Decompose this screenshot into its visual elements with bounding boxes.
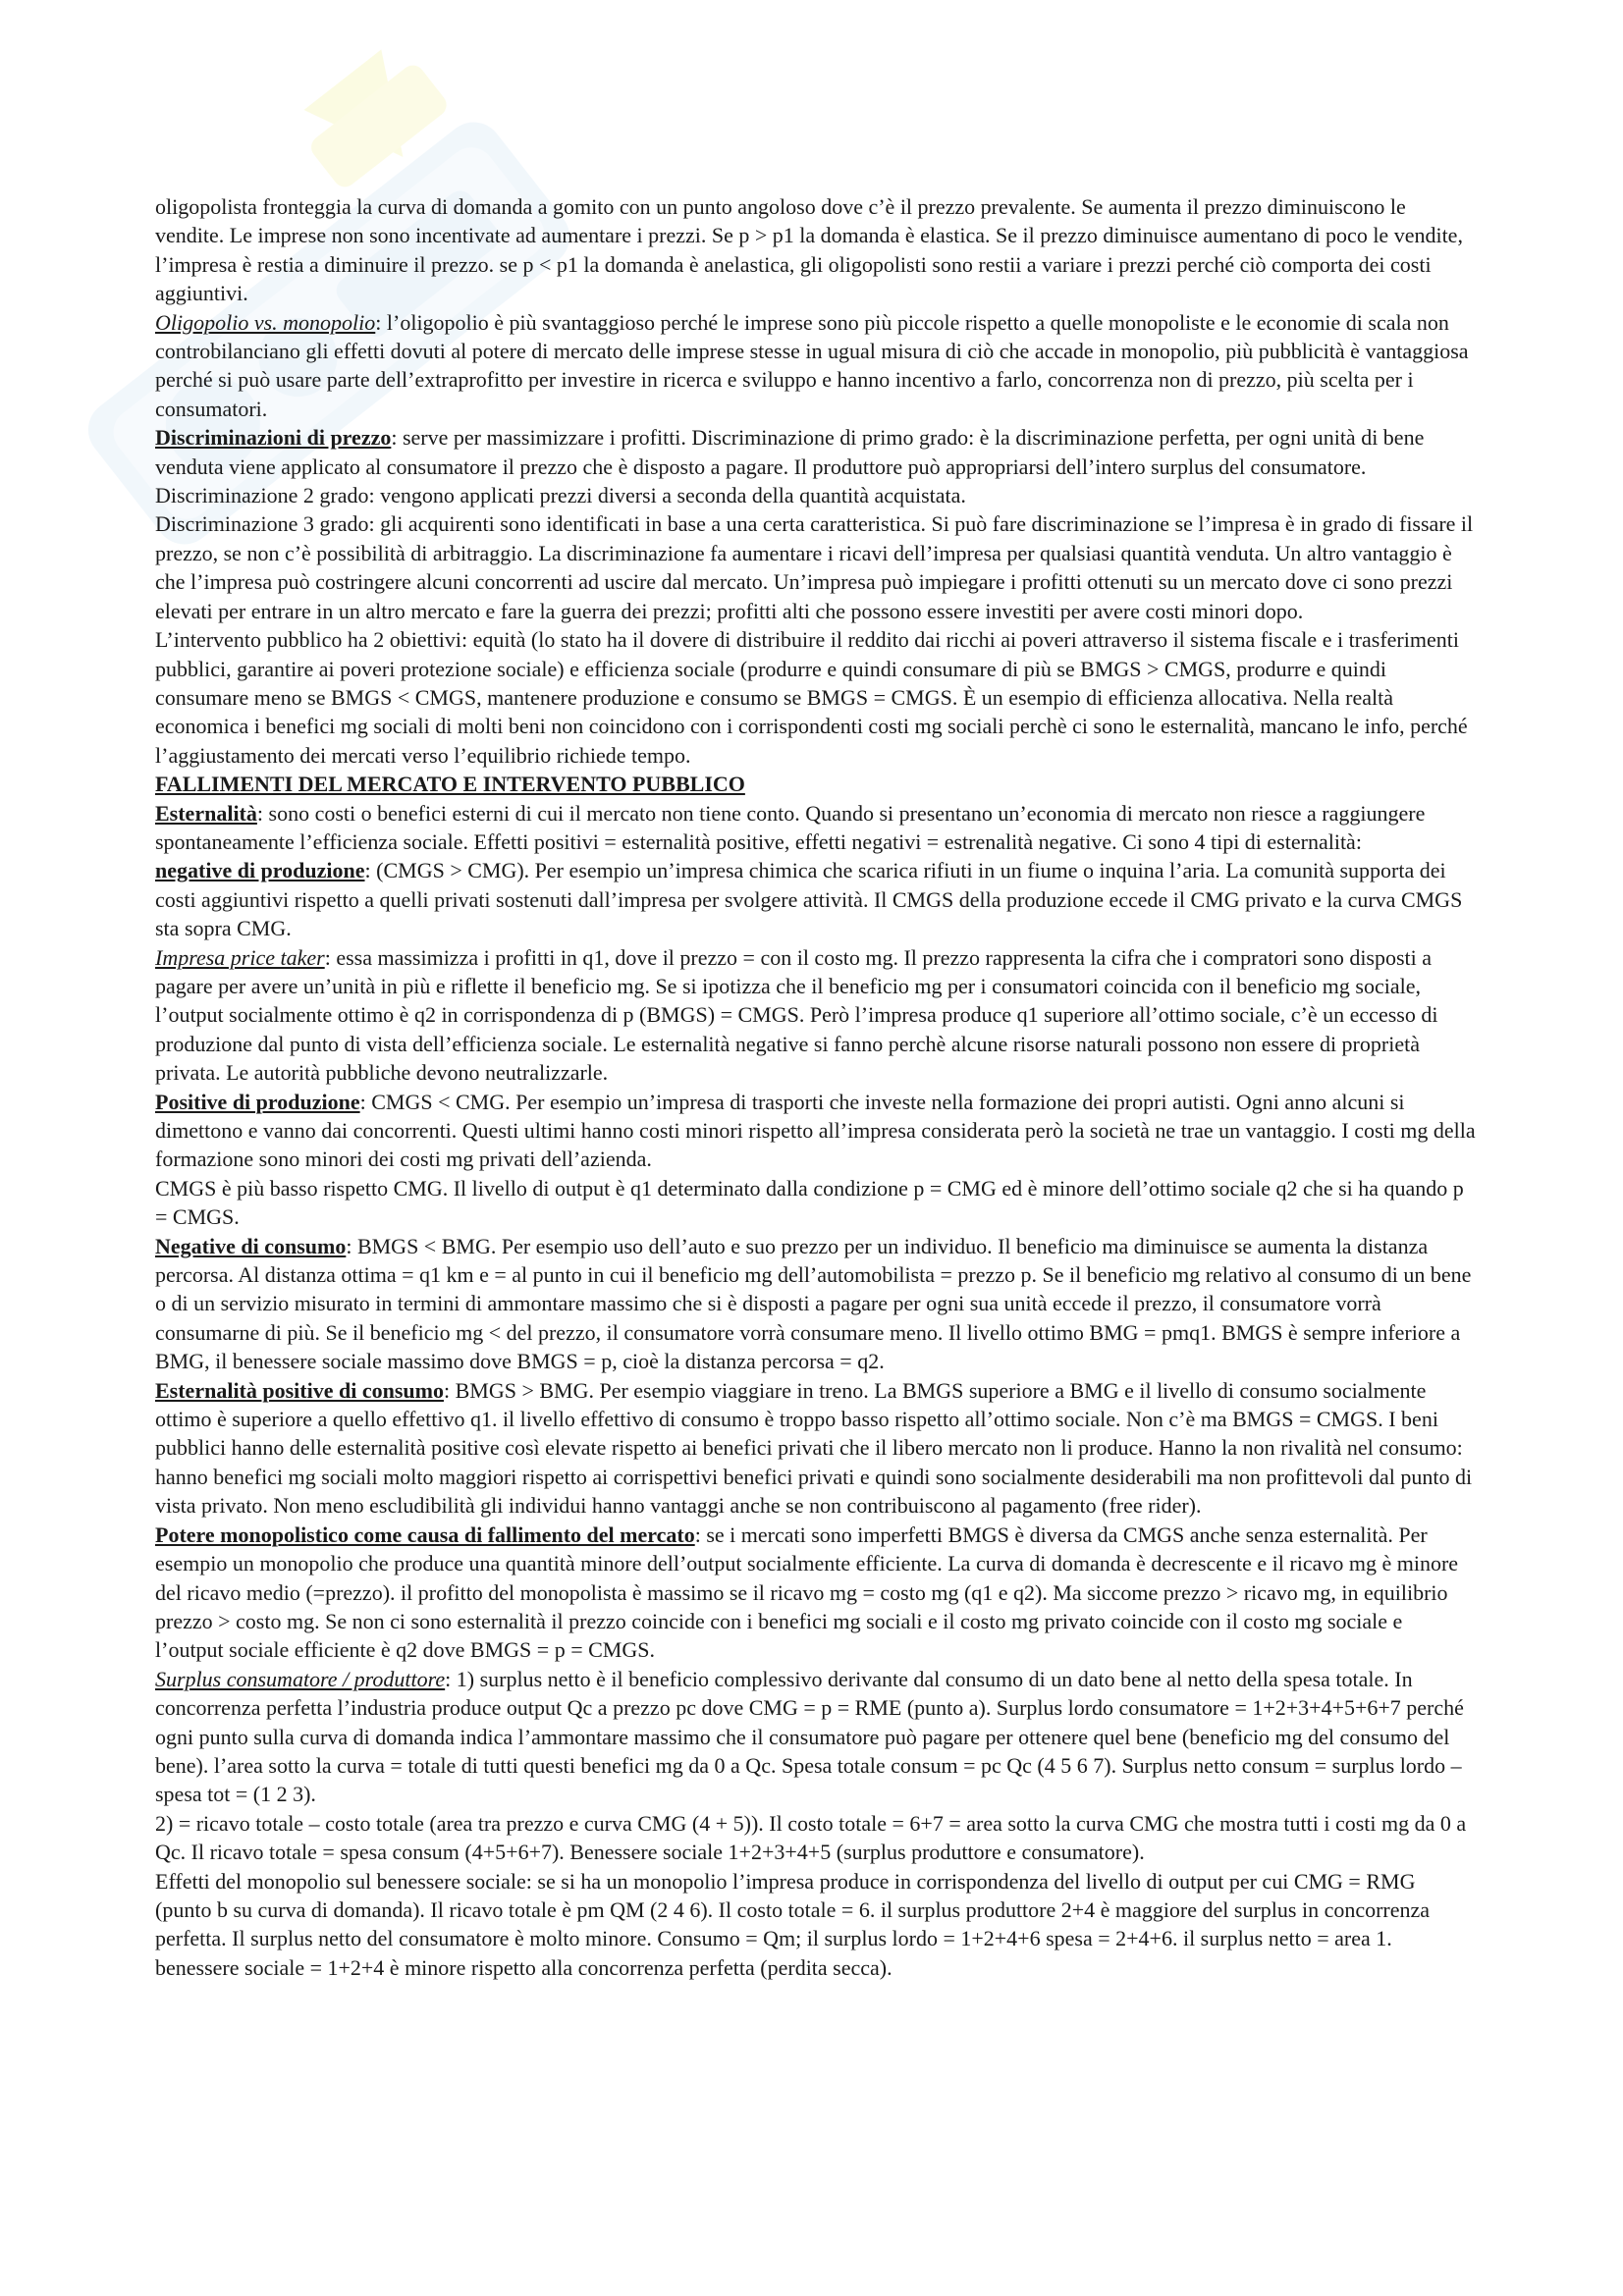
- document-body: [155, 192, 1476, 1982]
- subsection-heading: Oligopolio vs. monopolio: [155, 309, 376, 335]
- section-heading: Negative di consumo: [155, 1233, 347, 1258]
- section-heading: Esternalità: [155, 800, 257, 826]
- paragraph: [155, 1088, 1476, 1174]
- body-text: Discriminazione 3 grado: gli acquirenti sono identificati in base a una certa caratteristica. Si può fare discriminazione se l’impresa è in grado di fissare il prezzo, se non c’è possibilità di arbitraggio. La discriminazione fa aumentare i ricavi dell’impresa per qualsiasi quantità venduta. Un altro vantaggio è che l’impresa può costringere alcuni concorrenti ad uscire dal mercato. Un’impresa può impiegare i profitti ottenuti su un mercato dove ci sono prezzi elevati per entrare in un altro mercato e fare la guerra dei prezzi; profitti alti che possono essere investiti per avere costi minori dopo.: [155, 511, 1474, 623]
- body-text: : BMGS < BMG. Per esempio uso dell’auto e suo prezzo per un individuo. Il beneficio ma diminuisce se aumenta la distanza percorsa. Al distanza ottima = q1 km e = al punto in cui il beneficio mg dell’automobilista = prezzo p. Se il beneficio mg relativo al consumo di un bene o di un servizio misurato in termini di ammontare massimo che si è disposti a pagare per ogni sua unità eccede il prezzo, il consumatore vorrà consumarne di più. Se il beneficio mg < del prezzo, il consumatore vorrà consumare meno. Il livello ottimo BMG = pmq1. BMGS è sempre inferiore a BMG, il benessere sociale massimo dove BMGS = p, cioè la distanza percorsa = q2.: [155, 1233, 1472, 1374]
- body-text: oligopolista fronteggia la curva di domanda a gomito con un punto angoloso dove c’è il prezzo prevalente. Se aumenta il prezzo diminuiscono le vendite. Le imprese non sono incentivate ad aumentare i prezzi. Se p > p1 la domanda è elastica. Se il prezzo diminuisce aumentano di poco le vendite, l’impresa è restia a diminuire il prezzo. se p < p1 la domanda è anelastica, gli oligopolisti sono restii a variare i prezzi perché ciò comporta dei costi aggiuntivi.: [155, 194, 1463, 306]
- section-heading: negative di produzione: [155, 858, 365, 883]
- body-text: : se i mercati sono imperfetti BMGS è diversa da CMGS anche senza esternalità. Per esempio un monopolio che produce una quantità minore dell’output socialmente efficiente. La curva di domanda è decrescente e il ricavo mg è minore del ricavo medio (=prezzo). il profitto del monopolista è massimo se il ricavo mg = costo mg (q1 e q2). Ma siccome prezzo > ricavo mg, in equilibrio prezzo > costo mg. Se non ci sono esternalità il prezzo coincide con i benefici mg sociali e il costo mg privato coincide con il costo mg sociale e l’output sociale efficiente è q2 dove BMGS = p = CMGS.: [155, 1522, 1459, 1663]
- body-text: : essa massimizza i profitti in q1, dove il prezzo = con il costo mg. Il prezzo rappresenta la cifra che i compratori sono disposti a pagare per avere un’unità in più e riflette il beneficio mg. Se si ipotizza che il beneficio mg per i consumatori coincida con il beneficio mg sociale, l’output socialmente ottimo è q2 in corrispondenza di p (BMGS) = CMGS. Però l’impresa produce q1 superiore all’ottimo sociale, c’è un eccesso di produzione dal punto di vista dell’efficienza sociale. Le esternalità negative si fanno perchè alcune risorse naturali possono non essere di proprietà privata. Le autorità pubbliche devono neutralizzarle.: [155, 944, 1438, 1086]
- section-heading: Esternalità positive di consumo: [155, 1377, 444, 1403]
- section-heading: FALLIMENTI DEL MERCATO E INTERVENTO PUBBLICO: [155, 772, 745, 797]
- paragraph: [155, 856, 1476, 942]
- body-text: : sono costi o benefici esterni di cui il mercato non tiene conto. Quando si presentano un’economia di mercato non riesce a raggiungere spontaneamente l’efficienza sociale. Effetti positivi = esternalità positive, effetti negativi = estrenalità negative. Ci sono 4 tipi di esternalità:: [155, 800, 1426, 854]
- paragraph: [155, 1809, 1476, 1867]
- paragraph: [155, 943, 1476, 1088]
- body-text: : BMGS > BMG. Per esempio viaggiare in treno. La BMGS superiore a BMG e il livello di consumo socialmente ottimo è superiore a quello effettivo q1. il livello effettivo di consumo è troppo basso rispetto all’ottimo sociale. Non c’è ma BMGS = CMGS. I beni pubblici hanno delle esternalità positive così elevate rispetto ai benefici privati che il libero mercato non li produce. Hanno la non rivalità nel consumo: hanno benefici mg sociali molto maggiori rispetto ai corrispettivi benefici privati e quindi sono socialmente desiderabili ma non profittevoli dal punto di vista privato. Non meno escludibilità gli individui hanno vantaggi anche se non contribuiscono al pagamento (free rider).: [155, 1377, 1473, 1519]
- paragraph: [155, 423, 1476, 509]
- body-text: Effetti del monopolio sul benessere sociale: se si ha un monopolio l’impresa produce in corrispondenza del livello di output per cui CMG = RMG (punto b su curva di domanda). Il ricavo totale è pm QM (2 4 6). Il costo totale = 6. il surplus produttore 2+4 è maggiore del surplus in concorrenza perfetta. Il surplus netto del consumatore è molto minore. Consumo = Qm; il surplus lordo = 1+2+4+6 spesa = 2+4+6. il surplus netto = area 1. benessere sociale = 1+2+4 è minore rispetto alla concorrenza perfetta (perdita secca).: [155, 1868, 1431, 1980]
- body-text: 2) = ricavo totale – costo totale (area tra prezzo e curva CMG (4 + 5)). Il costo totale = 6+7 = area sotto la curva CMG che mostra tutti i costi mg da 0 a Qc. Il ricavo totale = spesa consum (4+5+6+7). Benessere sociale 1+2+3+4+5 (surplus produttore e consumatore).: [155, 1810, 1467, 1865]
- paragraph: [155, 625, 1476, 770]
- paragraph: [155, 1867, 1476, 1983]
- paragraph: [155, 1376, 1476, 1521]
- body-text: CMGS è più basso rispetto CMG. Il livello di output è q1 determinato dalla condizione p = CMG ed è minore dell’ottimo sociale q2 che si ha quando p = CMGS.: [155, 1175, 1464, 1230]
- paragraph: [155, 192, 1476, 308]
- paragraph: [155, 1174, 1476, 1232]
- paragraph: [155, 1665, 1476, 1809]
- body-text: : l’oligopolio è più svantaggioso perché le imprese sono più piccole rispetto a quelle monopoliste e le economie di scala non controbilanciano gli effetti dovuti al potere di mercato delle imprese stesse in ugual misura di ciò che accade in monopolio, più pubblicità è vantaggiosa perché si può usare parte dell’extraprofitto per investire in ricerca e sviluppo e hanno incentivo a farlo, concorrenza non di prezzo, più scelta per i consumatori.: [155, 309, 1469, 421]
- body-text: : CMGS < CMG. Per esempio un’impresa di trasporti che investe nella formazione dei propri autisti. Ogni anno alcuni si dimettono e vanno dai concorrenti. Questi ultimi hanno costi minori rispetto all’impresa considerata però la società ne trae un vantaggio. I costi mg della formazione sono minori dei costi mg privati dell’azienda.: [155, 1089, 1476, 1172]
- body-text: : serve per massimizzare i profitti. Discriminazione di primo grado: è la discriminazione perfetta, per ogni unità di bene venduta viene applicato al consumatore il prezzo che è disposto a pagare. Il produttore può appropriarsi dell’intero surplus del consumatore. Discriminazione 2 grado: vengono applicati prezzi diversi a seconda della quantità acquistata.: [155, 425, 1425, 508]
- paragraph: [155, 308, 1476, 424]
- body-text: : 1) surplus netto è il beneficio complessivo derivante dal consumo di un dato bene al netto della spesa totale. In concorrenza perfetta l’industria produce output Qc a prezzo pc dove CMG = p = RME (punto a). Surplus lordo consumatore = 1+2+3+4+5+6+7 perché ogni punto sulla curva di domanda indica l’ammontare massimo che il consumatore può pagare per ottenere quel bene (beneficio mg del consumo del bene). l’area sotto la curva = totale di tutti questi benefici mg da 0 a Qc. Spesa totale consum = pc Qc (4 5 6 7). Surplus netto consum = surplus lordo – spesa tot = (1 2 3).: [155, 1666, 1464, 1807]
- body-text: : (CMGS > CMG). Per esempio un’impresa chimica che scarica rifiuti in un fiume o inquina l’aria. La comunità supporta dei costi aggiuntivi rispetto a quelli privati sostenuti dall’impresa per svolgere attività. Il CMGS della produzione eccede il CMG privato e la curva CMGS sta sopra CMG.: [155, 858, 1463, 941]
- paragraph: [155, 770, 1476, 798]
- paragraph: [155, 1521, 1476, 1665]
- paragraph: [155, 799, 1476, 857]
- subsection-heading: Surplus consumatore / produttore: [155, 1666, 446, 1691]
- body-text: L’intervento pubblico ha 2 obiettivi: equità (lo stato ha il dovere di distribuire il reddito dai ricchi ai poveri attraverso il sistema fiscale e i trasferimenti pubblici, garantire ai poveri protezione sociale) e efficienza sociale (produrre e quindi consumare di più se BMGS > CMGS, produrre e quindi consumare meno se BMGS < CMGS, mantenere produzione e consumo se BMGS = CMGS. È un esempio di efficienza allocativa. Nella realtà economica i benefici mg sociali di molti beni non coincidono con i corrispondenti costi mg sociali perchè ci sono le esternalità, mancano le info, perché l’aggiustamento dei mercati verso l’equilibrio richiede tempo.: [155, 627, 1468, 768]
- section-heading: Potere monopolistico come causa di fallimento del mercato: [155, 1522, 695, 1547]
- paragraph: [155, 1232, 1476, 1376]
- section-heading: Positive di produzione: [155, 1089, 360, 1114]
- subsection-heading: Impresa price taker: [155, 944, 325, 970]
- section-heading: Discriminazioni di prezzo: [155, 425, 392, 451]
- paragraph: [155, 509, 1476, 625]
